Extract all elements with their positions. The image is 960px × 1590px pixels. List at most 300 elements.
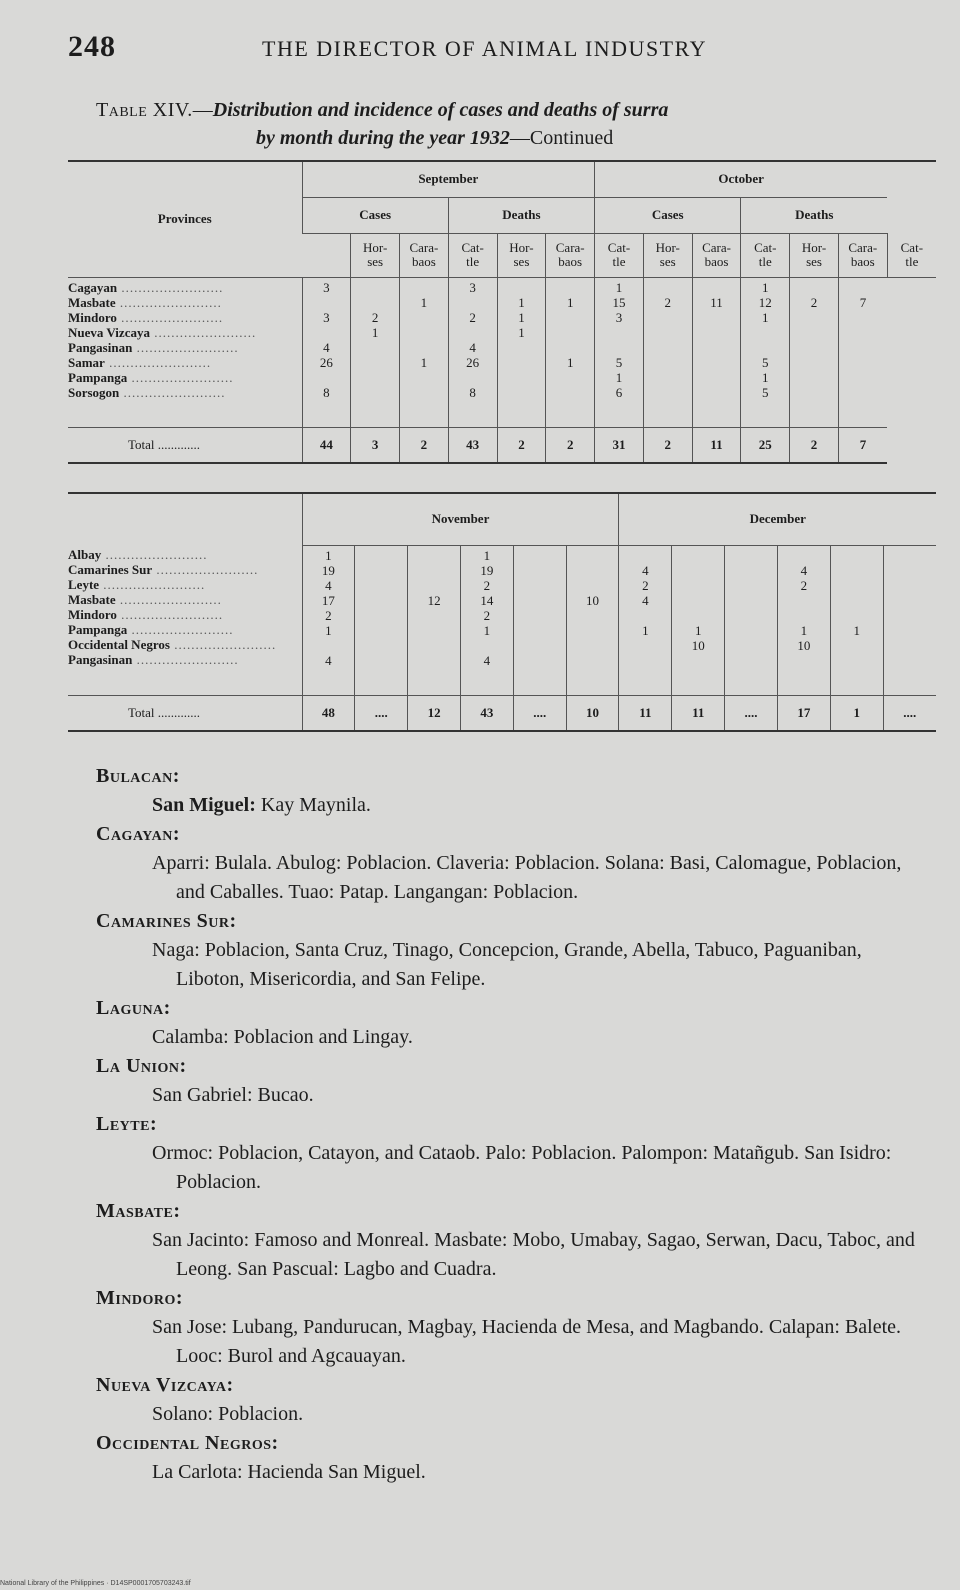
data-cell: 2 (642, 577, 649, 593)
page-number: 248 (68, 30, 116, 63)
table-title-italic-1: Distribution and incidence of cases and deaths of surra (212, 99, 669, 121)
data-cell: 3 (323, 279, 330, 295)
data-cell (741, 340, 789, 355)
data-cell (839, 370, 887, 385)
data-cell: 8 (469, 384, 476, 400)
sub-header-part: baos (850, 254, 875, 269)
leader-dots: ........................ (119, 384, 226, 400)
table-title-italic-2: by month during the year 1932 (256, 127, 510, 149)
data-column (513, 545, 566, 695)
total-cell: 31 (595, 427, 644, 463)
data-column (400, 277, 449, 427)
data-cell (567, 623, 619, 638)
data-cell (725, 608, 777, 623)
data-column (883, 545, 936, 695)
sub-header-part: Cat- (900, 239, 924, 255)
data-cell: 2 (469, 309, 476, 325)
data-cell (461, 638, 513, 653)
leader-dots: ........................ (116, 309, 224, 325)
data-cell (644, 370, 692, 385)
leader-dots: ........................ (132, 339, 239, 355)
locality-entry (96, 1139, 926, 1197)
data-cell (790, 385, 838, 400)
locality-entry (96, 1023, 926, 1052)
data-cell (790, 310, 838, 325)
data-cell: 1 (420, 354, 428, 370)
province-row (68, 340, 302, 355)
province-row (68, 310, 302, 325)
sub-header (692, 233, 741, 277)
sub-header-part: Hor- (363, 240, 388, 255)
data-cell (693, 385, 741, 400)
data-cell (884, 608, 936, 623)
locality-text: Solano: Poblacion. (152, 1403, 304, 1425)
province-row (68, 637, 302, 652)
sub-header-part: Cara- (702, 240, 731, 255)
province-row (68, 622, 302, 637)
locality-entry (96, 791, 926, 820)
data-cell (831, 593, 883, 608)
data-cell: 1 (371, 324, 379, 340)
data-cell: 1 (566, 354, 574, 370)
town-name: San Miguel: (152, 794, 256, 816)
data-cell (546, 325, 594, 340)
data-cell (644, 355, 692, 370)
data-cell (644, 310, 692, 325)
locality-text: San Jose: Lubang, Pandurucan, Magbay, Hacienda de Mesa, and Magbando. Calapan: Balete. Looc: Burol and Agcauayan. (152, 1316, 902, 1367)
data-cell: 8 (323, 384, 330, 400)
total-cell: 7 (838, 427, 887, 463)
data-cell (839, 340, 887, 355)
data-cell (355, 653, 407, 668)
data-column (790, 277, 839, 427)
data-cell (400, 325, 448, 340)
sub-header (741, 233, 790, 277)
sub-header-part: baos (704, 254, 729, 269)
data-cell (741, 325, 789, 340)
data-cell (498, 370, 546, 385)
sub-header-part: Cara- (555, 240, 585, 255)
total-cell: 43 (460, 695, 513, 731)
data-cell (595, 340, 643, 355)
sub-header-part: tle (758, 254, 772, 269)
province-heading: Camarines Sur: (96, 910, 237, 932)
data-cell: 1 (615, 279, 623, 295)
data-cell (693, 280, 741, 295)
sub-header (497, 233, 546, 277)
leader-dots: ........................ (149, 324, 257, 340)
province-name: Leyte (68, 577, 100, 592)
data-cell (831, 638, 883, 653)
table-september-october (68, 160, 936, 464)
data-cell (831, 578, 883, 593)
data-cell: 1 (762, 369, 769, 385)
total-label: Total ............. (68, 427, 302, 463)
data-cell (408, 623, 460, 638)
data-cell (400, 340, 448, 355)
sub-header-part: tle (466, 254, 480, 269)
data-cell: 1 (483, 622, 491, 638)
month-header: October (595, 161, 888, 197)
data-cell: 1 (615, 369, 623, 385)
data-cell (303, 638, 355, 653)
data-cell: 1 (694, 622, 702, 638)
province-heading: Mindoro: (96, 1287, 184, 1309)
sub-header (838, 233, 887, 277)
data-cell: 5 (762, 354, 769, 370)
data-column (830, 545, 883, 695)
data-cell: 17 (321, 592, 335, 608)
data-cell: 3 (323, 309, 330, 325)
data-cell: 19 (321, 562, 335, 578)
data-cell (884, 638, 936, 653)
locality-text: Calamba: Poblacion and Lingay. (152, 1026, 413, 1048)
sub-header-part: ses (367, 254, 384, 269)
province-list (68, 545, 302, 695)
data-cell: 3 (615, 309, 623, 325)
province-heading: Cagayan: (96, 823, 180, 845)
locality-entry (96, 1400, 926, 1429)
data-cell: 10 (691, 637, 705, 653)
data-cell: 4 (323, 339, 330, 355)
sub-header-part: baos (558, 254, 583, 269)
data-cell (619, 653, 671, 668)
province-name: Pangasinan (68, 652, 133, 667)
data-cell (672, 653, 724, 668)
month-header: December (619, 493, 936, 545)
province-name: Pampanga (68, 622, 128, 637)
leader-dots: ........................ (127, 622, 234, 637)
data-cell: 15 (612, 294, 626, 310)
province-name: Cagayan (68, 279, 118, 295)
sub-header (595, 233, 644, 277)
locality-text: Kay Maynila. (255, 794, 371, 816)
data-cell (498, 280, 546, 295)
data-cell (831, 563, 883, 578)
data-cell (567, 638, 619, 653)
total-cell: 2 (643, 427, 692, 463)
province-row (68, 592, 302, 607)
data-column (595, 277, 644, 427)
sub-header (887, 233, 936, 277)
data-cell (778, 593, 830, 608)
data-cell (831, 653, 883, 668)
total-cell: 11 (672, 695, 725, 731)
sub-header-part: tle (612, 254, 626, 269)
total-cell: 2 (400, 427, 449, 463)
data-cell (351, 295, 399, 310)
running-head: THE DIRECTOR OF ANIMAL INDUSTRY (262, 36, 707, 61)
data-cell: 1 (518, 324, 525, 340)
data-column (672, 545, 725, 695)
data-cell: 10 (586, 592, 600, 608)
data-cell (693, 325, 741, 340)
data-column (777, 545, 830, 695)
sub-header (790, 233, 839, 277)
data-cell (693, 355, 741, 370)
leader-dots: ........................ (104, 354, 212, 370)
province-name: Samar (68, 354, 105, 370)
data-cell (514, 593, 566, 608)
data-cell (567, 578, 619, 593)
total-cell: 25 (741, 427, 790, 463)
province-row (68, 280, 302, 295)
locality-text: San Jacinto: Famoso and Monreal. Masbate: Mobo, Umabay, Sagao, Serwan, Dacu, Taboc, and Leong. San Pascual: Lagbo and Cuadra. (152, 1229, 915, 1280)
data-cell (449, 295, 497, 310)
leader-dots: ........................ (99, 577, 206, 592)
data-cell: 1 (420, 294, 428, 310)
data-cell (303, 295, 351, 310)
table-november-december (68, 492, 936, 732)
total-cell: 44 (302, 427, 351, 463)
province-name: Sorsogon (68, 384, 120, 400)
data-cell (400, 370, 448, 385)
data-cell (672, 548, 724, 563)
table-title: Table XIV.—Distribution and incidence of cases and deaths of surra by month during the year 1932—Continued (96, 99, 669, 149)
data-cell (567, 608, 619, 623)
province-row (68, 652, 302, 667)
data-cell (693, 370, 741, 385)
data-cell (351, 385, 399, 400)
total-cell: 11 (692, 427, 741, 463)
data-cell: 7 (859, 294, 867, 310)
total-cell: 10 (566, 695, 619, 731)
data-cell: 2 (325, 607, 332, 623)
sub-header-part: Cara- (409, 240, 439, 255)
data-cell: 2 (664, 294, 671, 310)
leader-dots: ........................ (127, 369, 234, 385)
data-cell: 1 (853, 622, 860, 638)
total-cell: 3 (351, 427, 400, 463)
data-cell (725, 548, 777, 563)
sub-header-part: Cara- (848, 240, 878, 255)
province-name: Pampanga (68, 369, 128, 385)
group-header: Deaths (741, 197, 887, 233)
data-cell (514, 563, 566, 578)
data-cell: 1 (642, 622, 649, 638)
data-cell: 26 (319, 354, 333, 370)
data-cell (790, 355, 838, 370)
data-cell: 1 (566, 294, 574, 310)
group-header: Cases (595, 197, 741, 233)
data-cell (498, 355, 546, 370)
data-cell (546, 370, 594, 385)
locality-entry (96, 849, 926, 907)
data-cell (884, 593, 936, 608)
data-column (741, 277, 790, 427)
month-header: September (302, 161, 595, 197)
data-cell (725, 578, 777, 593)
sub-header (546, 233, 595, 277)
province-name: Masbate (68, 294, 116, 310)
data-cell (693, 340, 741, 355)
data-cell (884, 623, 936, 638)
sub-header-part: Cat- (607, 240, 631, 255)
leader-dots: ........................ (116, 607, 224, 622)
province-heading: Leyte: (96, 1113, 158, 1135)
sub-header-part: ses (806, 254, 822, 269)
data-cell (831, 548, 883, 563)
data-cell (498, 340, 546, 355)
province-heading: La Union: (96, 1055, 187, 1077)
total-cell: 11 (619, 695, 672, 731)
data-cell (400, 280, 448, 295)
data-cell: 4 (325, 577, 332, 593)
locality-entry (96, 1081, 926, 1110)
province-heading: Nueva Vizcaya: (96, 1374, 234, 1396)
data-cell (567, 548, 619, 563)
total-cell: .... (725, 695, 778, 731)
sub-header-part: tle (905, 253, 919, 269)
data-cell (790, 340, 838, 355)
province-row (68, 295, 302, 310)
data-cell (567, 653, 619, 668)
data-cell (355, 638, 407, 653)
province-name: Occidental Negros (68, 637, 170, 652)
data-column (448, 277, 497, 427)
data-cell: 4 (642, 562, 649, 578)
leader-dots: ........................ (152, 562, 259, 577)
data-cell (725, 563, 777, 578)
sub-header-part: baos (411, 254, 436, 269)
data-cell (884, 578, 936, 593)
province-row (68, 325, 302, 340)
data-column (302, 277, 351, 427)
data-cell: 11 (710, 294, 723, 310)
total-label: Total ............. (68, 695, 302, 731)
data-cell (644, 385, 692, 400)
data-column (497, 277, 546, 427)
data-cell: 2 (483, 607, 491, 623)
data-cell: 12 (758, 294, 772, 310)
data-cell (546, 310, 594, 325)
data-cell (884, 548, 936, 563)
data-column (838, 277, 887, 427)
data-cell (839, 280, 887, 295)
table-title-lead: Table XIV. (96, 99, 193, 121)
data-column (302, 545, 355, 695)
province-name: Nueva Vizcaya (68, 324, 150, 340)
data-cell (546, 280, 594, 295)
data-cell (790, 325, 838, 340)
data-cell: 1 (762, 309, 769, 325)
total-cell: 2 (790, 427, 839, 463)
data-cell (514, 623, 566, 638)
province-heading: Masbate: (96, 1200, 181, 1222)
province-name: Mindoro (68, 309, 117, 325)
sub-header-part: Hor- (801, 240, 827, 255)
locality-text: La Carlota: Hacienda San Miguel. (152, 1461, 426, 1483)
sub-header-part: Cat- (754, 240, 777, 255)
data-cell (790, 280, 838, 295)
data-cell (351, 280, 399, 295)
data-cell (400, 310, 448, 325)
data-cell (514, 548, 566, 563)
sub-header (643, 233, 692, 277)
data-cell (790, 370, 838, 385)
data-cell: 1 (762, 279, 769, 295)
province-name: Albay (68, 547, 102, 562)
data-cell (595, 325, 643, 340)
locality-entry (96, 936, 926, 994)
data-cell (725, 623, 777, 638)
data-cell: 1 (325, 547, 332, 563)
province-name: Mindoro (68, 607, 117, 622)
data-cell: 2 (371, 309, 379, 325)
data-cell (449, 370, 497, 385)
data-cell (693, 310, 741, 325)
locality-text: San Gabriel: Bucao. (152, 1084, 314, 1106)
data-cell: 1 (518, 309, 525, 325)
total-cell: .... (513, 695, 566, 731)
data-cell (408, 638, 460, 653)
data-cell (303, 325, 351, 340)
data-cell (351, 370, 399, 385)
data-cell: 4 (325, 652, 332, 668)
province-name: Camarines Sur (68, 562, 153, 577)
data-cell (514, 578, 566, 593)
data-cell: 12 (427, 592, 441, 608)
locality-entry (96, 1313, 926, 1371)
data-cell: 14 (480, 592, 494, 608)
province-row (68, 607, 302, 622)
data-cell (672, 593, 724, 608)
total-cell: 43 (448, 427, 497, 463)
data-cell (839, 385, 887, 400)
data-cell (725, 653, 777, 668)
data-column (566, 545, 619, 695)
data-cell: 2 (810, 294, 818, 310)
data-column (692, 277, 741, 427)
data-cell: 4 (483, 652, 491, 668)
data-cell (355, 548, 407, 563)
sub-header (448, 233, 497, 277)
data-column (546, 277, 595, 427)
total-cell: 2 (546, 427, 595, 463)
data-cell (839, 355, 887, 370)
data-cell (355, 578, 407, 593)
data-cell (672, 608, 724, 623)
sub-header (400, 233, 449, 277)
total-cell: .... (355, 695, 408, 731)
data-cell (778, 608, 830, 623)
locality-text: Ormoc: Poblacion, Catayon, and Cataob. Palo: Poblacion. Palompon: Matañgub. San Isidro: Poblacion. (152, 1142, 892, 1193)
data-cell (567, 563, 619, 578)
province-row (68, 577, 302, 592)
data-cell (408, 578, 460, 593)
leader-dots: ........................ (115, 294, 222, 310)
province-row (68, 562, 302, 577)
data-cell (619, 638, 671, 653)
month-header: November (302, 493, 619, 545)
total-cell: 2 (497, 427, 546, 463)
province-heading: Bulacan: (96, 765, 180, 787)
total-cell: 48 (302, 695, 355, 731)
data-cell (884, 563, 936, 578)
province-row (68, 385, 302, 400)
data-cell (644, 280, 692, 295)
total-cell: 1 (830, 695, 883, 731)
data-cell (408, 548, 460, 563)
data-cell (644, 340, 692, 355)
data-cell: 4 (642, 592, 649, 608)
data-cell: 1 (483, 547, 491, 563)
table-title-suffix: Continued (529, 127, 614, 149)
data-cell (831, 608, 883, 623)
data-cell: 26 (466, 354, 480, 370)
data-cell (619, 548, 671, 563)
data-cell (400, 385, 448, 400)
